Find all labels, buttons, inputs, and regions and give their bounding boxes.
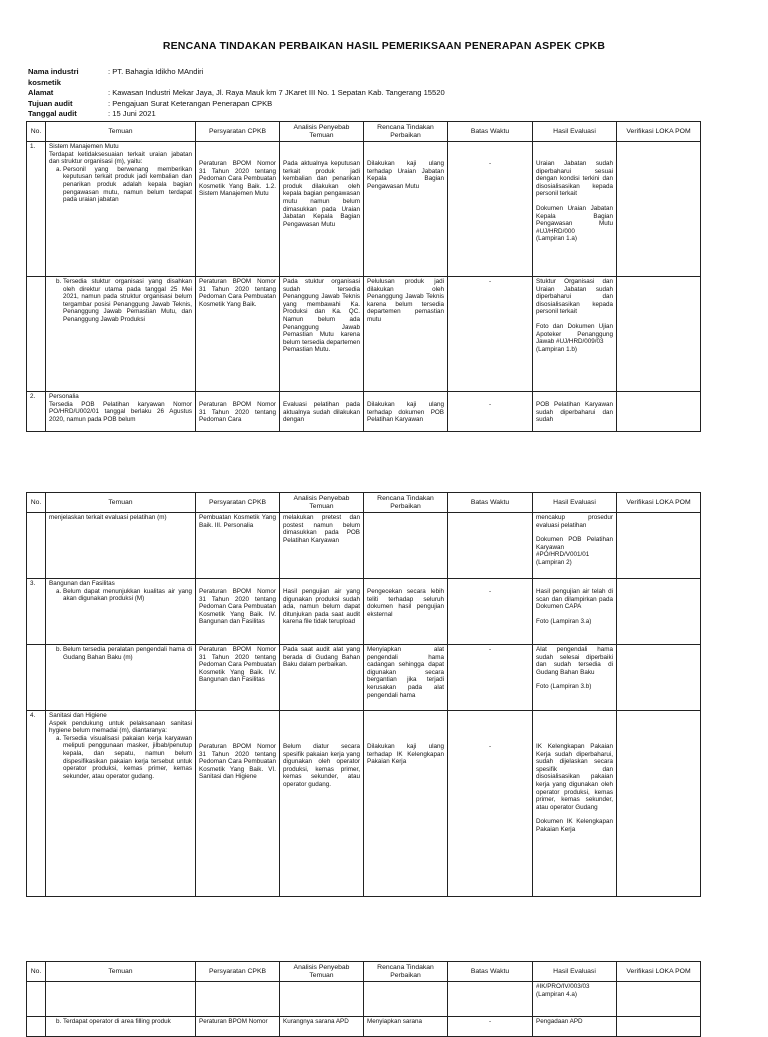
- finding-cell: [46, 277, 196, 392]
- header-persyaratan: Persyaratan CPKB: [196, 493, 280, 513]
- requirement-cell: Peraturan BPOM Nomor 31 Tahun 2020 tentang Pedoman Cara Pembuatan Kosmetik Yang Baik. VI. Sanitasi dan Higiene: [196, 711, 280, 897]
- requirement-cell: [196, 982, 280, 1017]
- header-rencana: Rencana Tindakan Perbaikan: [364, 122, 448, 142]
- deadline-cell: -: [448, 1017, 533, 1037]
- info-row-purpose: [28, 99, 445, 110]
- info-value: : 15 Juni 2021: [108, 109, 156, 118]
- header-no: No.: [27, 122, 46, 142]
- table-row: [27, 1017, 701, 1037]
- requirement-cell: Peraturan BPOM Nomor 31 Tahun 2020 tentang Pedoman Cara Pembuatan Kosmetik Yang Baik. IV. Bangunan dan Fasilitas: [196, 579, 280, 645]
- findings-table-page-1: [26, 121, 701, 432]
- deadline-cell: [448, 513, 533, 579]
- evaluation-cell: [533, 982, 617, 1017]
- evaluation-text: mencakup prosedur evaluasi pelatihan: [536, 514, 613, 529]
- header-verifikasi: Verifikasi LOKA POM: [617, 122, 701, 142]
- info-row-industry: [28, 67, 445, 88]
- header-batas-waktu: Batas Waktu: [448, 962, 533, 982]
- row-number: 2.: [27, 392, 46, 432]
- info-label: Tanggal audit: [28, 109, 77, 118]
- table-row: [27, 982, 701, 1017]
- finding-item: b. Tersedia stuktur organisasi yang disahkan oleh direktur utama pada tanggal 25 Mei 2021, namun pada struktur organisasi belum tergambar posisi Penanggung Jawab Teknis, Penanggung Jawab Pemastian Mutu, dan Penanggung Jawab Produksi: [63, 278, 192, 324]
- evaluation-attachment: (Lampiran 1.b): [536, 345, 577, 353]
- finding-cell: [46, 1017, 196, 1037]
- finding-item: a. Personil yang berwenang memberikan keputusan terkait produk jadi kembalian dan penarikan produk adalah kepala bagian pengawasan mutu, namun belum terdapat pada uraian jabatan: [63, 166, 192, 204]
- findings-table-page-2: [26, 492, 701, 897]
- header-temuan: Temuan: [46, 962, 196, 982]
- table-header-row: [27, 962, 701, 982]
- requirement-cell: Peraturan BPOM Nomor 31 Tahun 2020 tentang Pedoman Cara Pembuatan Kosmetik Yang Baik. 1.2. Sistem Manajemen Mutu: [196, 142, 280, 277]
- verification-cell: [617, 392, 701, 432]
- header-analisis: Analisis Penyebab Temuan: [280, 962, 364, 982]
- action-plan-cell: Pelulusan produk jadi dilakukan oleh Penanggung Jawab Teknis karena belum tersedia departemen pemastian mutu: [364, 277, 448, 392]
- analysis-cell: Hasil pengujian air yang digunakan produksi sudah ada, namun belum dapat ditunjukan pada saat audit karena file tidak terupload: [280, 579, 364, 645]
- action-plan-cell: Pengecekan secara lebih teliti terhadap seluruh dokumen hasil pengujian eksternal: [364, 579, 448, 645]
- evaluation-cell: [533, 711, 617, 897]
- analysis-cell: Evaluasi pelatihan pada aktualnya sudah dilakukan dengan: [280, 392, 364, 432]
- row-number: [27, 277, 46, 392]
- evaluation-cell: [533, 142, 617, 277]
- row-number: [27, 513, 46, 579]
- header-no: No.: [27, 493, 46, 513]
- evaluation-document: #IK/PRO/IV/003/03: [536, 983, 590, 990]
- verification-cell: [617, 277, 701, 392]
- evaluation-text: IK Kelengkapan Pakaian Kerja sudah diperbaharui, sudah dijelaskan secara spesifik dan disosialisasikan pakaian kerja yang digunakan oleh operator produksi, kemas primer, kemas sekunder, atau operator Gudang: [536, 743, 613, 811]
- info-row-address: [28, 88, 445, 99]
- table-row: [27, 513, 701, 579]
- deadline-cell: [448, 982, 533, 1017]
- row-number: [27, 1017, 46, 1037]
- row-number: 3.: [27, 579, 46, 645]
- finding-cell: [46, 982, 196, 1017]
- deadline-cell: -: [448, 645, 533, 711]
- finding-item: a. Tersedia visualisasi pakaian kerja karyawan meliputi penggunaan masker, jilbab/penutup kepala, dan sepatu, namun belum dispesifikasikan pakaian kerja tersebut untuk operator produksi, kemas primer, kemas sekunder, atau operator gudang.: [63, 735, 192, 781]
- header-no: No.: [27, 962, 46, 982]
- table-row: [27, 711, 701, 897]
- document-title: RENCANA TINDAKAN PERBAIKAN HASIL PEMERIKSAAN PENERAPAN ASPEK CPKB: [162, 40, 606, 52]
- requirement-cell: Peraturan BPOM Nomor 31 Tahun 2020 tentang Pedoman Cara: [196, 392, 280, 432]
- verification-cell: [617, 711, 701, 897]
- evaluation-cell: [533, 513, 617, 579]
- evaluation-attachment: Foto (Lampiran 3.b): [536, 683, 592, 691]
- deadline-cell: -: [448, 579, 533, 645]
- header-temuan: Temuan: [46, 493, 196, 513]
- finding-cell: [46, 645, 196, 711]
- header-rencana: Rencana Tindakan Perbaikan: [364, 962, 448, 982]
- evaluation-document: Foto dan Dokumen Ujian Apoteker Penanggung Jawab #UJ/HRD/009/03: [536, 322, 613, 346]
- finding-cell: menjelaskan terkait evaluasi pelatihan (m): [46, 513, 196, 579]
- header-hasil-evaluasi: Hasil Evaluasi: [533, 493, 617, 513]
- table-row: [27, 579, 701, 645]
- finding-intro: Aspek pendukung untuk pelaksanaan sanitasi hygiene belum memadai (m), diantaranya:: [49, 719, 192, 735]
- section-title: Personalia: [49, 393, 79, 400]
- analysis-cell: melakukan pretest dan postest namun belum dimasukkan pada POB Pelatihan Karyawan: [280, 513, 364, 579]
- table-header-row: [27, 122, 701, 142]
- info-value: : Pengajuan Surat Keterangan Penerapan CPKB: [108, 98, 273, 108]
- findings-table-page-3: [26, 961, 701, 1037]
- action-plan-cell: Dilakukan kaji ulang terhadap dokumen POB Pelatihan Karyawan: [364, 392, 448, 432]
- row-number: 4.: [27, 711, 46, 897]
- verification-cell: [617, 142, 701, 277]
- requirement-cell: Peraturan BPOM Nomor 31 Tahun 2020 tentang Pedoman Cara Pembuatan Kosmetik Yang Baik.: [196, 277, 280, 392]
- finding-cell: [46, 579, 196, 645]
- evaluation-cell: POB Pelatihan Karyawan sudah diperbaharui dan sudah: [533, 392, 617, 432]
- analysis-cell: Pada stuktur organisasi sudah tersedia Penanggung Jawab Teknis yang membawahi Ka. Produksi dan Ka. QC. Namun belum ada Penanggung Jawab Pemastian Mutu karena belum tersedia departemen Pemastian Mutu.: [280, 277, 364, 392]
- evaluation-attachment: Foto (Lampiran 3.a): [536, 617, 592, 625]
- info-row-date: [28, 109, 445, 120]
- analysis-cell: Pada aktualnya keputusan terkait produk jadi kembalian dan penarikan produk dilakukan oleh kepala bagian pengawasan mutu namun belum dimasukkan pada Uraian Jabatan Kepala Bagian Pengawasan Mutu: [280, 142, 364, 277]
- deadline-cell: -: [448, 711, 533, 897]
- finding-cell: [46, 711, 196, 897]
- evaluation-text: Uraian Jabatan sudah diperbaharui sesuai dengan kondisi terkini dan disosialisasikan kepada personil terkait: [536, 160, 613, 198]
- deadline-cell: -: [448, 142, 533, 277]
- table-row: [27, 277, 701, 392]
- deadline-cell: -: [448, 277, 533, 392]
- row-number: [27, 982, 46, 1017]
- header-persyaratan: Persyaratan CPKB: [196, 962, 280, 982]
- row-number: [27, 645, 46, 711]
- header-hasil-evaluasi: Hasil Evaluasi: [533, 962, 617, 982]
- header-persyaratan: Persyaratan CPKB: [196, 122, 280, 142]
- verification-cell: [617, 513, 701, 579]
- action-plan-cell: Menyiapkan alat pengendali hama cadangan sehingga dapat digunakan secara bergantian jika terjadi kerusakan pada alat pengendali hama: [364, 645, 448, 711]
- deadline-cell: -: [448, 392, 533, 432]
- verification-cell: [617, 1017, 701, 1037]
- header-temuan: Temuan: [46, 122, 196, 142]
- info-label: Nama industri kosmetik: [28, 67, 79, 87]
- table-row: [27, 645, 701, 711]
- header-verifikasi: Verifikasi LOKA POM: [617, 493, 701, 513]
- row-number: 1.: [27, 142, 46, 277]
- action-plan-cell: Dilakukan kaji ulang terhadap Uraian Jabatan Kepala Bagian Pengawasan Mutu: [364, 142, 448, 277]
- info-label: Tujuan audit: [28, 98, 73, 108]
- verification-cell: [617, 645, 701, 711]
- header-analisis: Analisis Penyebab Temuan: [280, 122, 364, 142]
- table-header-row: [27, 493, 701, 513]
- evaluation-cell: [533, 579, 617, 645]
- evaluation-document: Dokumen Uraian Jabatan Kepala Bagian Pengawasan Mutu #UJ/HRD/000: [536, 204, 613, 235]
- finding-item: b. Belum tersedia peralatan pengendali hama di Gudang Bahan Baku (m): [63, 646, 192, 661]
- evaluation-attachment: (Lampiran 2): [536, 558, 572, 566]
- requirement-cell: Pembuatan Kosmetik Yang Baik. III. Personalia: [196, 513, 280, 579]
- analysis-cell: Kurangnya sarana APD: [280, 1017, 364, 1037]
- evaluation-attachment: (Lampiran 1.a): [536, 235, 577, 243]
- section-title: Bangunan dan Fasilitas: [49, 580, 115, 587]
- info-value: : PT. Bahagia Idikho MAndiri: [108, 67, 204, 76]
- evaluation-cell: [533, 277, 617, 392]
- finding-intro: Terdapat ketidaksesuaian terkait uraian jabatan dan struktur organisasi (m), yaitu:: [49, 150, 192, 166]
- finding-cell: [46, 142, 196, 277]
- verification-cell: [617, 982, 701, 1017]
- finding-item: b. Terdapat operator di area filling produk: [63, 1018, 192, 1026]
- header-rencana: Rencana Tindakan Perbaikan: [364, 493, 448, 513]
- section-title: Sistem Manajemen Mutu: [49, 143, 119, 150]
- requirement-cell: Peraturan BPOM Nomor: [196, 1017, 280, 1037]
- header-batas-waktu: Batas Waktu: [448, 493, 533, 513]
- evaluation-text: Alat pengendali hama sudah selesai diperbaiki dan sudah tersedia di Gudang Bahan Baku: [536, 646, 613, 676]
- header-hasil-evaluasi: Hasil Evaluasi: [533, 122, 617, 142]
- action-plan-cell: Menyiapkan sarana: [364, 1017, 448, 1037]
- action-plan-cell: [364, 513, 448, 579]
- section-title: Sanitasi dan Higiene: [49, 712, 107, 719]
- action-plan-cell: [364, 982, 448, 1017]
- finding-intro: Tersedia POB Pelatihan karyawan Nomor PO/HRD/U002/01 tanggal berlaku 26 Agustus 2020, namun pada POB belum: [49, 400, 192, 423]
- finding-item: a. Belum dapat menunjukkan kualitas air yang akan digunakan produksi (M): [63, 588, 192, 603]
- evaluation-document: Dokumen POB Pelatihan Karyawan #PO/HRD/V001/01: [536, 536, 613, 559]
- finding-cell: [46, 392, 196, 432]
- audit-info: [28, 67, 445, 120]
- analysis-cell: Belum diatur secara spesifik pakaian kerja yang digunakan oleh operator produksi, kemas primer, kemas sekunder, atau operator gudang.: [280, 711, 364, 897]
- header-verifikasi: Verifikasi LOKA POM: [617, 962, 701, 982]
- table-row: [27, 142, 701, 277]
- evaluation-cell: Pengadaan APD: [533, 1017, 617, 1037]
- requirement-cell: Peraturan BPOM Nomor 31 Tahun 2020 tentang Pedoman Cara Pembuatan Kosmetik Yang Baik. IV. Bangunan dan Fasilitas: [196, 645, 280, 711]
- analysis-cell: [280, 982, 364, 1017]
- header-analisis: Analisis Penyebab Temuan: [280, 493, 364, 513]
- action-plan-cell: Dilakukan kaji ulang terhadap IK Kelengkapan Pakaian Kerja: [364, 711, 448, 897]
- table-row: [27, 392, 701, 432]
- analysis-cell: Pada saat audit alat yang berada di Gudang Bahan Baku dalam perbaikan.: [280, 645, 364, 711]
- evaluation-document: Dokumen IK Kelengkapan Pakaian Kerja: [536, 818, 613, 833]
- header-batas-waktu: Batas Waktu: [448, 122, 533, 142]
- verification-cell: [617, 579, 701, 645]
- evaluation-cell: [533, 645, 617, 711]
- evaluation-text: Stuktur Organisasi dan Uraian Jabatan sudah diperbaharui dan disosialisasikan kepada personil terkait: [536, 278, 613, 316]
- evaluation-attachment: (Lampiran 4.a): [536, 990, 577, 998]
- evaluation-text: Hasil pengujian air telah di scan dan dilampirkan pada Dokumen CAPA: [536, 588, 613, 611]
- info-label: Alamat: [28, 88, 54, 97]
- info-value: : Kawasan Industri Mekar Jaya, Jl. Raya Mauk km 7 JKaret III No. 1 Sepatan Kab. Tangerang 15520: [108, 88, 445, 97]
